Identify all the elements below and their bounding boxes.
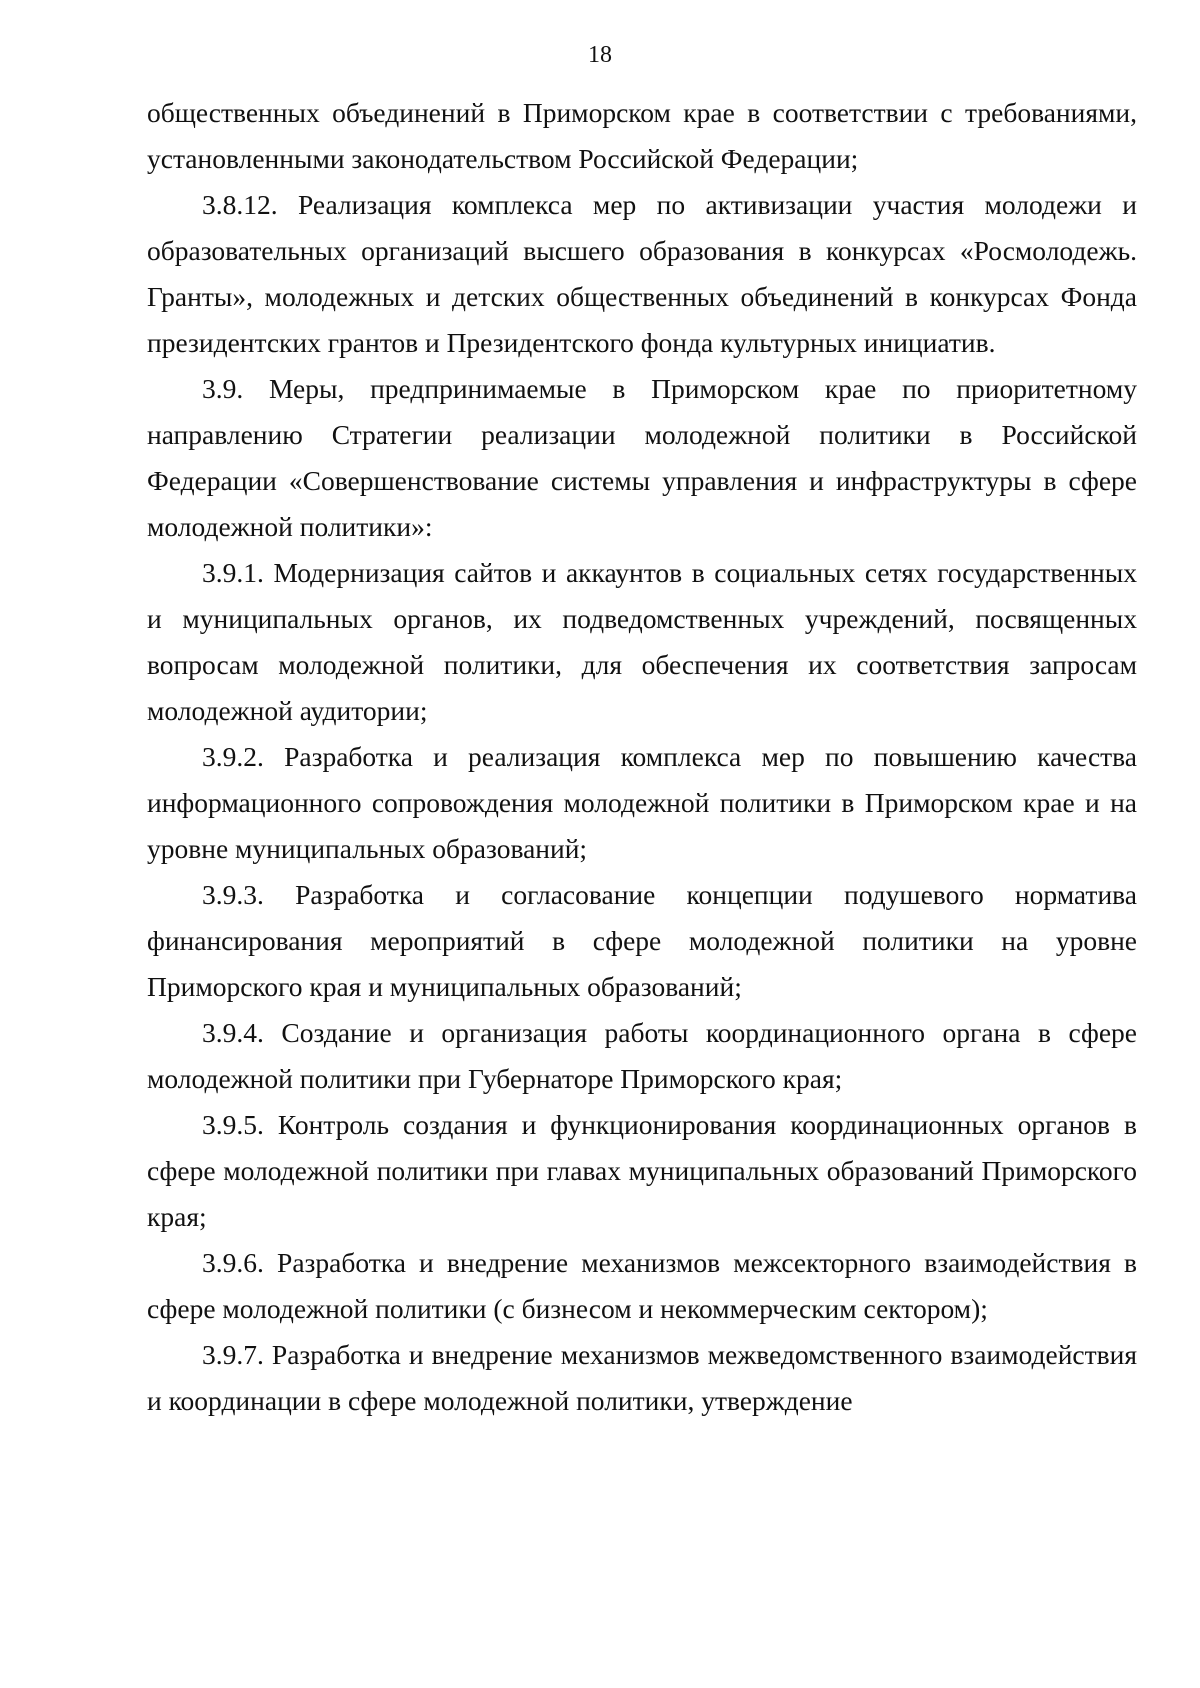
paragraph-3-9-1: 3.9.1. Модернизация сайтов и аккаунтов в социальных сетях государственных и муниципальных органов, их подведомственных учреждений, посвященных вопросам молодежной политики, для обеспечения их соответствия запросам молодежной аудитории; [147,557,1137,726]
paragraph-3-9-6: 3.9.6. Разработка и внедрение механизмов межсекторного взаимодействия в сфере молодежной политики (с бизнесом и некоммерческим сектором); [147,1247,1137,1324]
paragraph-3-9-5: 3.9.5. Контроль создания и функционирования координационных органов в сфере молодежной политики при главах муниципальных образований Приморского края; [147,1109,1137,1232]
paragraph-3-9: 3.9. Меры, предпринимаемые в Приморском крае по приоритетному направлению Стратегии реализации молодежной политики в Российской Федерации «Совершенствование системы управления и инфраструктуры в сфере молодежной политики»: [147,373,1137,542]
paragraph-3-9-3: 3.9.3. Разработка и согласование концепции подушевого норматива финансирования мероприятий в сфере молодежной политики на уровне Приморского края и муниципальных образований; [147,879,1137,1002]
page-number: 18 [588,42,612,68]
paragraph-continuation: общественных объединений в Приморском крае в соответствии с требованиями, установленными законодательством Российской Федерации; [147,97,1137,174]
paragraph-3-9-7: 3.9.7. Разработка и внедрение механизмов межведомственного взаимодействия и координации в сфере молодежной политики, утверждение [147,1339,1137,1416]
paragraph-3-9-2: 3.9.2. Разработка и реализация комплекса мер по повышению качества информационного сопровождения молодежной политики в Приморском крае и на уровне муниципальных образований; [147,741,1137,864]
paragraph-3-8-12: 3.8.12. Реализация комплекса мер по активизации участия молодежи и образовательных организаций высшего образования в конкурсах «Росмолодежь. Гранты», молодежных и детских общественных объединений в конкурсах Фонда президентских грантов и Президентского фонда культурных инициатив. [147,189,1137,358]
paragraph-3-9-4: 3.9.4. Создание и организация работы координационного органа в сфере молодежной политики при Губернаторе Приморского края; [147,1017,1137,1094]
document-body [147,90,1137,1424]
